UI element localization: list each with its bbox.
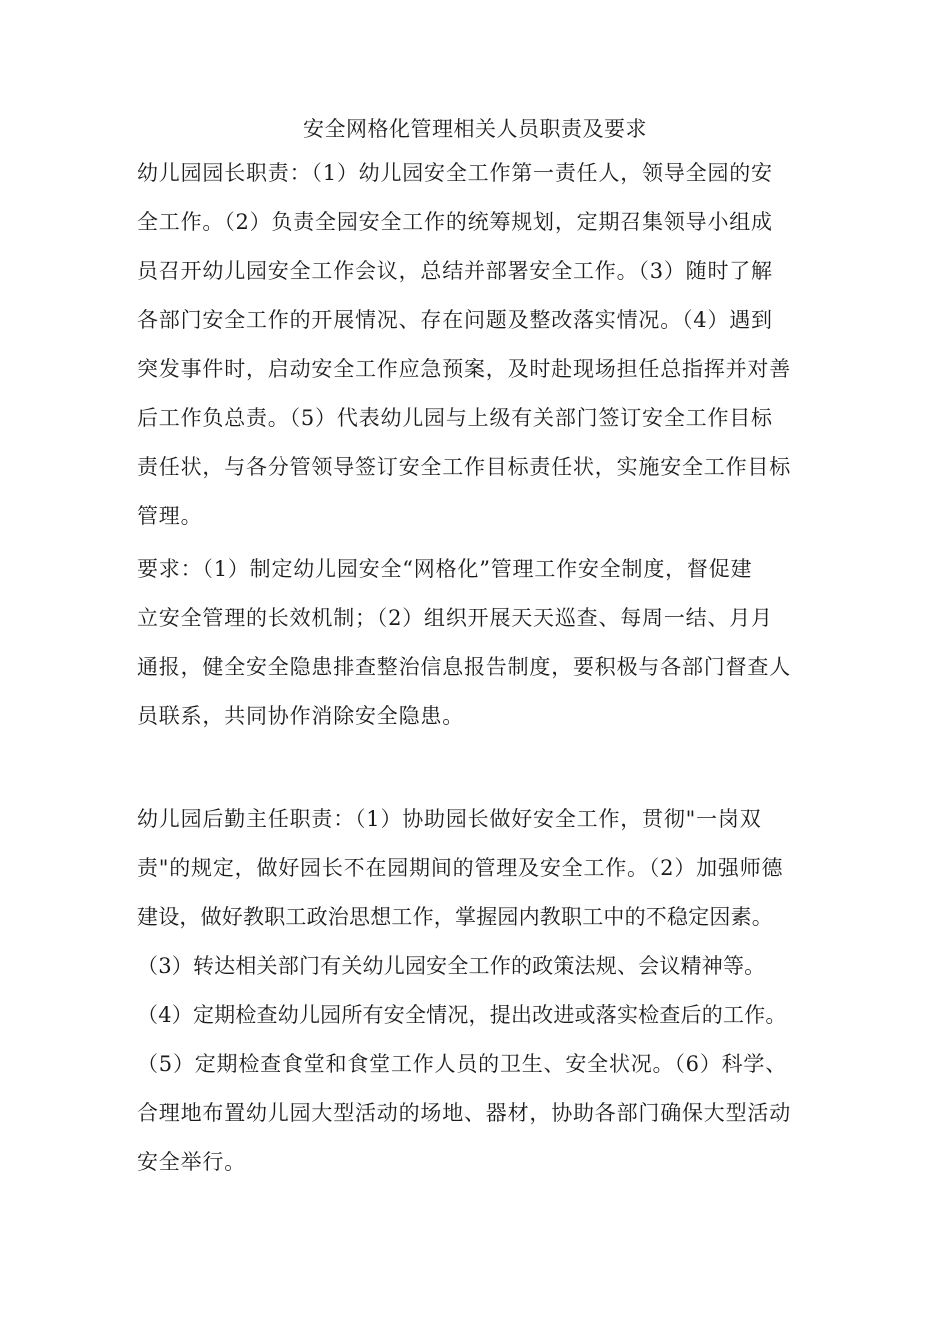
text-line: 各部门安全工作的开展情况、存在问题及整改落实情况。（4）遇到 — [137, 308, 773, 332]
text-line: 责"的规定，做好园长不在园期间的管理及安全工作。（2）加强师德 — [137, 856, 784, 880]
text-line: 责任状，与各分管领导签订安全工作目标责任状，实施安全工作目标 — [137, 455, 791, 479]
text-line: 员联系，共同协作消除安全隐患。 — [137, 704, 464, 728]
text-line: （3）转达相关部门有关幼儿园安全工作的政策法规、会议精神等。 — [137, 954, 766, 978]
text-line: 安全举行。 — [137, 1150, 246, 1174]
text-line: 幼儿园后勤主任职责：（1）协助园长做好安全工作，贯彻"一岗双 — [137, 807, 762, 831]
text-line: 要求：（1）制定幼儿园安全“网格化”管理工作安全制度，督促建 — [137, 557, 753, 581]
text-line: 合理地布置幼儿园大型活动的场地、器材，协助各部门确保大型活动 — [137, 1101, 791, 1125]
text-line: 立安全管理的长效机制；（2）组织开展天天巡查、每周一结、月月 — [137, 606, 773, 630]
document-title: 安全网格化管理相关人员职责及要求 — [303, 117, 647, 141]
text-line: 管理。 — [137, 504, 203, 528]
text-line: 建设，做好教职工政治思想工作，掌握园内教职工中的不稳定因素。 — [137, 905, 773, 929]
text-line: （4）定期检查幼儿园所有安全情况，提出改进或落实检查后的工作。 — [137, 1003, 787, 1027]
text-line: 全工作。（2）负责全园安全工作的统筹规划，定期召集领导小组成 — [137, 210, 773, 234]
text-line: 幼儿园园长职责：（1）幼儿园安全工作第一责任人，领导全园的安 — [137, 161, 773, 185]
text-line: （5）定期检查食堂和食堂工作人员的卫生、安全状况。（6）科学、 — [137, 1052, 788, 1076]
text-line: 突发事件时，启动安全工作应急预案，及时赴现场担任总指挥并对善 — [137, 357, 791, 381]
text-line: 通报，健全安全隐患排查整治信息报告制度，要积极与各部门督查人 — [137, 655, 791, 679]
text-line: 后工作负总责。（5）代表幼儿园与上级有关部门签订安全工作目标 — [137, 406, 773, 430]
text-line: 员召开幼儿园安全工作会议，总结并部署安全工作。（3）随时了解 — [137, 259, 773, 283]
